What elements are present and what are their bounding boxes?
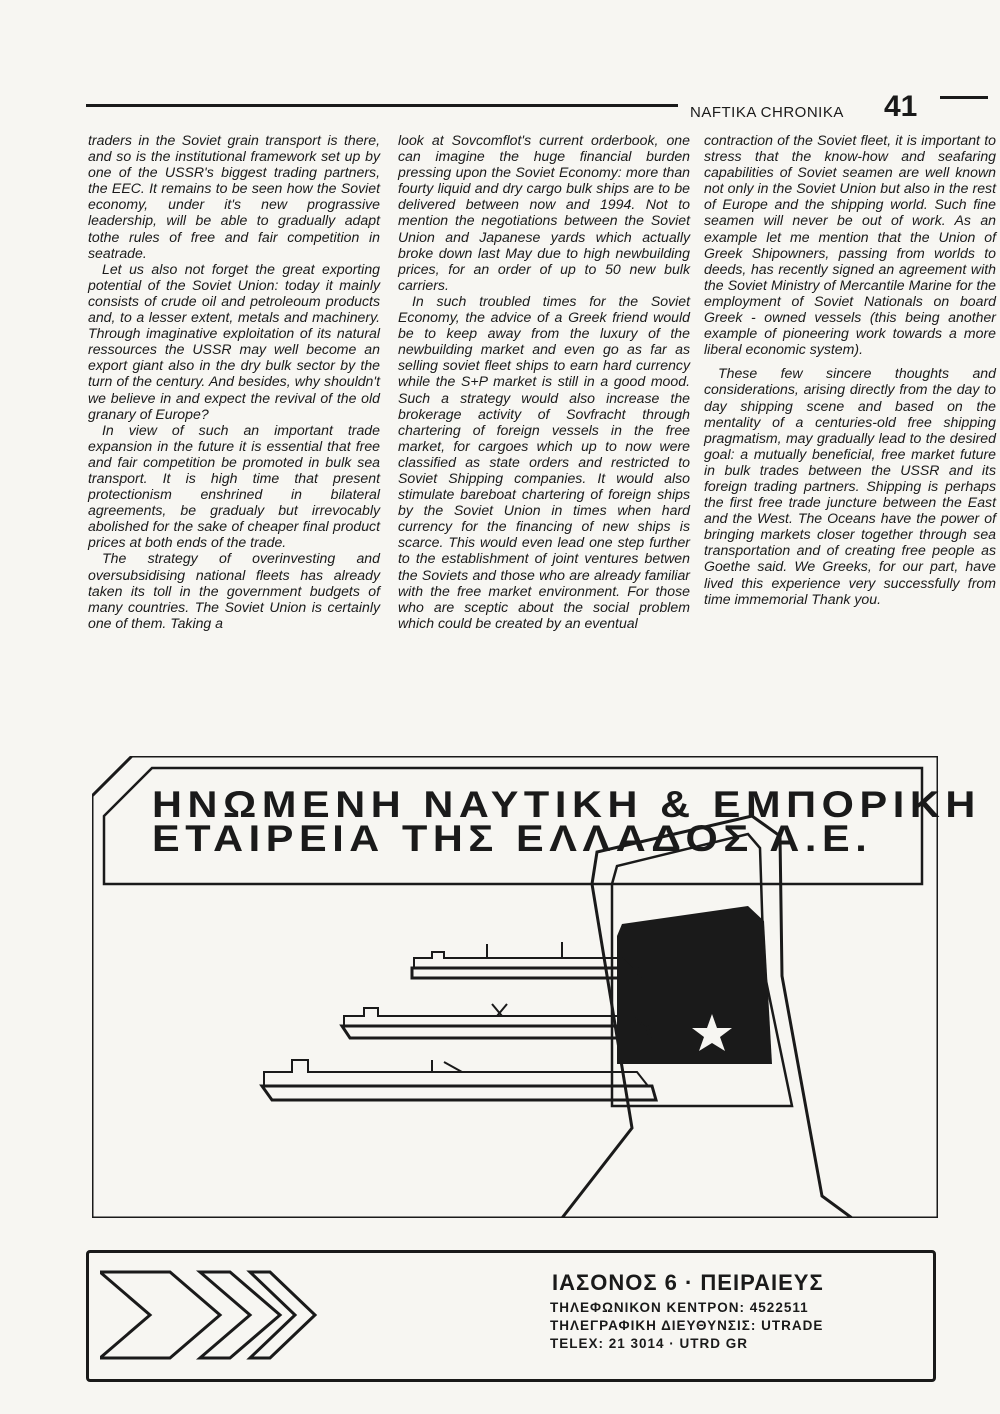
paragraph: contraction of the Soviet fleet, it is important to stress that the know-how and seafaring capabilities of Soviet seamen are well known not only in the Soviet Union but also in the rest of Europe and the shipping world. Such fine seamen will never be out of work. As an example let me mention that the Union of Greek Shipowners, passing from worlds to deeds, has recently signed an agreement with the Soviet Ministry of Mercantile Marine for the employment of Soviet Nationals on board Greek - owned vessels (this being another example of pioneering work towards a more liberal economic system). xyxy=(704,132,996,358)
paragraph: These few sincere thoughts and considerations, arising directly from the day to day shipping scene and based on the mentality of a centuries-old free shipping pragmatism, may gradually lead to the desired goal: a mutually beneficial, free market future in bulk trades between the USSR and its foreign trading partners. Shipping is perhaps the first free trade juncture between the East and the West. The Oceans have the power of bringing markets closer together through sea transportation and of creating free people as Goethe said. We Greeks, for our part, have lived this experience very successfully from time immemorial Thank you. xyxy=(704,365,996,607)
article-column-1 xyxy=(88,132,380,631)
company-address: ΙΑΣΟΝΟΣ 6 · ΠΕΙΡΑΙΕΥΣ xyxy=(552,1270,824,1295)
gate-flag xyxy=(617,906,772,1064)
header-rule-right xyxy=(940,96,988,99)
article-column-2 xyxy=(398,132,690,631)
paragraph: traders in the Soviet grain transport is there, and so is the institutional framework set up by one of the USSR's biggest trading partners, the EEC. It remains to be seen how the Soviet economy, under it's new prograssive leadership, will be able to gradually adapt tothe rules of free and fair competition in seatrade. xyxy=(88,132,380,261)
telex-line: TELEX: 21 3014 · UTRD GR xyxy=(550,1336,749,1351)
chevrons-icon xyxy=(100,1262,320,1368)
ship-2-icon xyxy=(344,1004,644,1026)
article-column-3 xyxy=(704,132,996,607)
advert-title-line-2: ΕΤΑΙΡΕΙΑ ΤΗΣ ΕΛΛΑΔΟΣ Α.Ε. xyxy=(152,818,873,859)
paragraph: The strategy of overinvesting and oversubsidising national fleets has already taken its toll in the government budgets of many countries. The Soviet Union is certainly one of them. Taking a xyxy=(88,550,380,631)
paragraph: Let us also not forget the great exporting potential of the Soviet Union: today it mainly consists of crude oil and petroleoum products and, to a lesser extent, metals and machinery. Through imaginative exploitation of its natural ressources the USSR may well become an export giant also in the dry bulk sector by the turn of the century. And besides, why shouldn't we believe in and expect the revival of the old granary of Europe? xyxy=(88,260,380,422)
ship-1-icon xyxy=(414,942,632,968)
deck-2 xyxy=(342,1026,650,1038)
paragraph: look at Sovcomflot's current orderbook, one can imagine the huge financial burden pressing upon the Soviet Economy: more than fourty liquid and dry cargo bulk ships are to be delivered between now and 1994. Not to mention the negotiations between the Soviet Union and Japanese yards which actually broke down last May due to high newbuilding prices, for an order of up to 50 new bulk carriers. xyxy=(398,132,690,293)
header-rule-left xyxy=(86,104,678,107)
advert-title-line-1: ΗΝΩΜΕΝΗ ΝΑΥΤΙΚΗ & ΕΜΠΟΡΙΚΗ xyxy=(152,784,981,825)
paragraph: In view of such an important trade expansion in the future it is essential that free and fair competition be promoted in bulk sea transport. It is high time that present protectionism enshrined in bilateral agreements, be gradualy but irrevocably abolished for the sake of cheaper final product prices at both ends of the trade. xyxy=(88,421,380,551)
paragraph: In such troubled times for the Soviet Economy, the advice of a Greek friend would be to keep away from the luxury of the newbuilding market and even go as far as selling soviet fleet ships to earn hard currency while the S+P market is still in a good mood. Such a strategy would also increase the brokerage activity of Sovfracht through chartering of foreign vessels in the free market, for cargoes which up to now were classified as state orders and restricted to Soviet Shipping companies. It would also stimulate bareboat chartering of foreign ships by the Soviet Union in times when hard currency for the financing of new ships is scarce. This would even lead one step further to the establishment of joint ventures betwen the Soviets and those who are already familiar with the free market environment. For those who are sceptic about the social problem which could be created by an eventual xyxy=(398,292,690,631)
deck-3 xyxy=(262,1086,656,1100)
telegraph-line: ΤΗΛΕΓΡΑΦΙΚΗ ΔΙΕΥΘΥΝΣΙΣ: UTRADE xyxy=(550,1318,824,1333)
ship-3-icon xyxy=(264,1060,648,1086)
page-number: 41 xyxy=(884,90,918,123)
phone-line: ΤΗΛΕΦΩΝΙΚΟΝ ΚΕΝΤΡΟΝ: 4522511 xyxy=(550,1300,809,1315)
running-head: NAFTIKA CHRONIKA xyxy=(690,104,844,121)
